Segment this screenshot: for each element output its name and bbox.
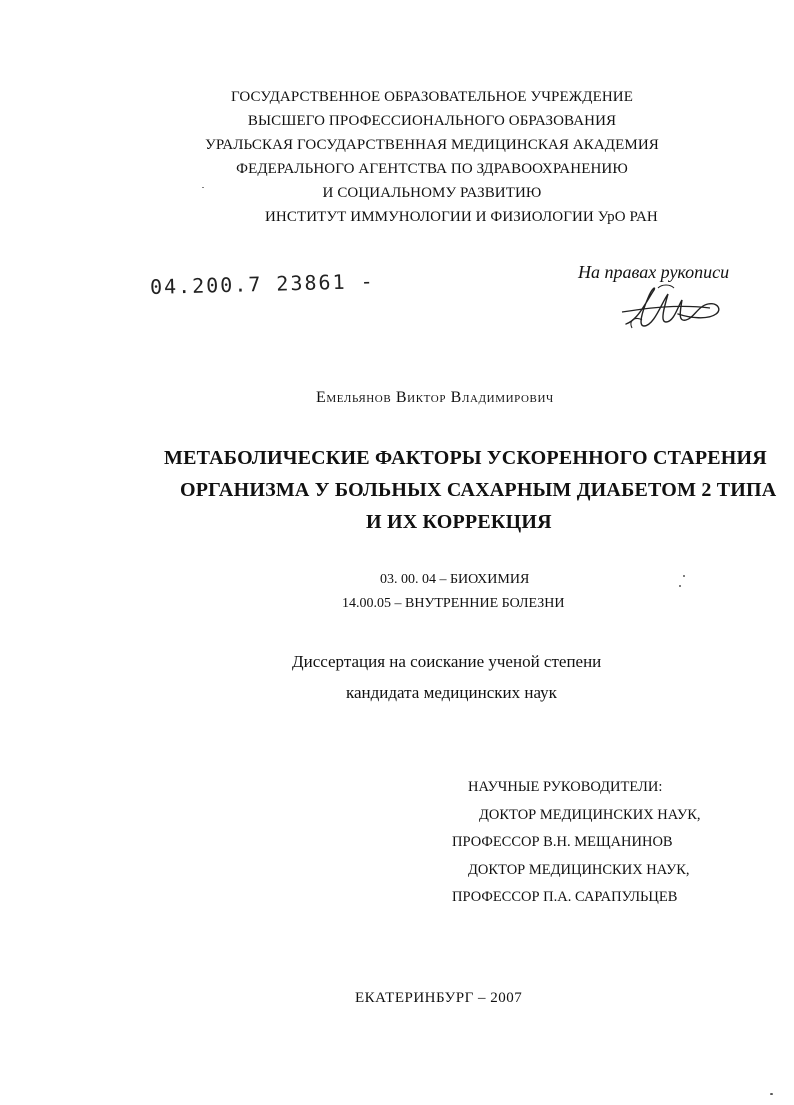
- institution-line: УРАЛЬСКАЯ ГОСУДАРСТВЕННАЯ МЕДИЦИНСКАЯ АКАДЕМИЯ: [205, 137, 659, 153]
- registration-number: 04.200.7 23861 -: [149, 269, 375, 299]
- signature-icon: [618, 282, 728, 334]
- institution-line: ФЕДЕРАЛЬНОГО АГЕНТСТВА ПО ЗДРАВООХРАНЕНИЮ: [236, 161, 628, 177]
- dissertation-line: Диссертация на соискание ученой степени: [292, 652, 602, 671]
- manuscript-note: На правах рукописи: [578, 262, 730, 282]
- supervisor-line: ПРОФЕССОР П.А. САРАПУЛЬЦЕВ: [452, 889, 678, 905]
- supervisor-line: ДОКТОР МЕДИЦИНСКИХ НАУК,: [479, 807, 701, 823]
- scan-speck: [770, 1093, 773, 1095]
- scan-speck: [202, 187, 204, 188]
- institution-line: ВЫСШЕГО ПРОФЕССИОНАЛЬНОГО ОБРАЗОВАНИЯ: [247, 113, 617, 129]
- dissertation-line: кандидата медицинских наук: [346, 683, 557, 702]
- institution-line: ГОСУДАРСТВЕННОЕ ОБРАЗОВАТЕЛЬНОЕ УЧРЕЖДЕНИЕ: [230, 89, 634, 105]
- title-line: И ИХ КОРРЕКЦИЯ: [366, 511, 552, 533]
- dissertation-title: [48, 442, 794, 538]
- author-name: Емельянов Виктор Владимирович: [316, 389, 554, 406]
- institution-header: [35, 85, 794, 205]
- city-year: ЕКАТЕРИНБУРГ – 2007: [355, 990, 523, 1006]
- specialty-code: 03. 00. 04 – БИОХИМИЯ: [380, 572, 530, 587]
- institution-line: ИНСТИТУТ ИММУНОЛОГИИ И ФИЗИОЛОГИИ УрО РАН: [265, 209, 658, 225]
- specialty-code: 14.00.05 – ВНУТРЕННИЕ БОЛЕЗНИ: [342, 596, 565, 611]
- supervisors-heading: НАУЧНЫЕ РУКОВОДИТЕЛИ:: [468, 779, 663, 795]
- dissertation-statement: [292, 646, 601, 708]
- supervisor-line: ПРОФЕССОР В.Н. МЕЩАНИНОВ: [452, 834, 673, 850]
- title-line: ОРГАНИЗМА У БОЛЬНЫХ САХАРНЫМ ДИАБЕТОМ 2 ТИПА: [180, 479, 777, 501]
- supervisor-line: ДОКТОР МЕДИЦИНСКИХ НАУК,: [468, 862, 690, 878]
- scan-speck: [683, 575, 685, 577]
- title-line: МЕТАБОЛИЧЕСКИЕ ФАКТОРЫ УСКОРЕННОГО СТАРЕНИЯ: [164, 447, 767, 469]
- institution-line: И СОЦИАЛЬНОМУ РАЗВИТИЮ: [322, 185, 542, 201]
- scan-speck: [679, 585, 681, 587]
